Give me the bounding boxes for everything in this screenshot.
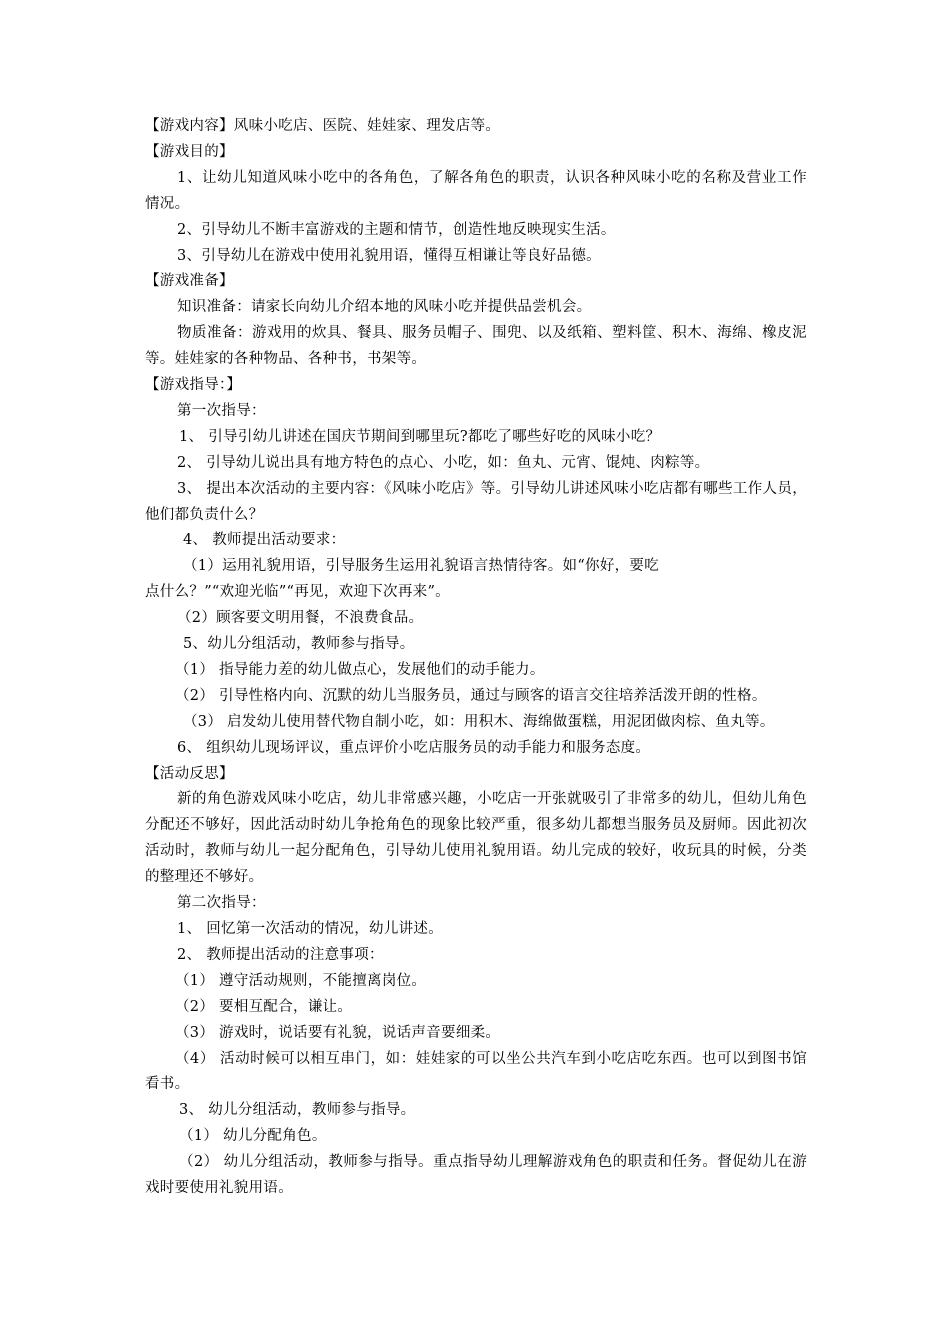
- requirement-1-line-1: （1）运用礼貌用语，引导服务生运用礼貌语言热情待客。如“你好，要吃: [183, 558, 660, 575]
- first-guidance-step-5: 5、幼儿分组活动，教师参与指导。: [183, 636, 415, 653]
- note-item-3: （3） 游戏时，说话要有礼貌，说话声音要细柔。: [175, 1024, 501, 1041]
- step-3-item-2: （2） 幼儿分组活动，教师参与指导。重点指导幼儿理解游戏角色的职责和任务。督促幼儿在游戏时要使用礼貌用语。: [145, 1154, 807, 1197]
- note-item-1: （1） 遵守活动规则，不能擅离岗位。: [175, 972, 427, 989]
- second-guidance-step-3: 3、 幼儿分组活动，教师参与指导。: [179, 1102, 416, 1119]
- step-5-item-1: （1） 指导能力差的幼儿做点心，发展他们的动手能力。: [175, 661, 545, 678]
- step-5-item-2: （2） 引导性格内向、沉默的幼儿当服务员，通过与顾客的语言交往培养活泼开朗的性格。: [175, 687, 767, 704]
- knowledge-preparation: 知识准备：请家长向幼儿介绍本地的风味小吃并提供品尝机会。: [177, 299, 592, 316]
- first-guidance-step-6: 6、 组织幼儿现场评议，重点评价小吃店服务员的动手能力和服务态度。: [177, 739, 651, 756]
- game-guidance-heading: 【游戏指导：】: [145, 377, 242, 394]
- first-guidance-heading: 第一次指导：: [177, 402, 266, 419]
- second-guidance-step-1: 1、 回忆第一次活动的情况，幼儿讲述。: [177, 921, 444, 938]
- first-guidance-step-1: 1、 引导引幼儿讲述在国庆节期间到哪里玩?都吃了哪些好吃的风味小吃？: [179, 428, 661, 445]
- note-item-2: （2） 要相互配合，谦让。: [175, 998, 353, 1015]
- game-preparation-heading: 【游戏准备】: [145, 273, 234, 290]
- material-preparation: 物质准备：游戏用的炊具、餐具、服务员帽子、围兜、以及纸箱、塑料筐、积木、海绵、橡皮泥等。娃娃家的各种物品、各种书，书架等。: [145, 325, 807, 368]
- second-guidance-heading: 第二次指导：: [177, 895, 266, 912]
- first-guidance-step-4: 4、 教师提出活动要求：: [183, 532, 346, 549]
- document-page: [145, 114, 807, 1202]
- step-5-item-3: （3） 启发幼儿使用替代物自制小吃，如：用积木、海绵做蛋糕，用泥团做肉棕、鱼丸等。: [183, 713, 775, 730]
- first-guidance-step-3: 3、 提出本次活动的主要内容：《风味小吃店》等。引导幼儿讲述风味小吃店都有哪些工作人员，他们都负责什么？: [145, 480, 807, 523]
- note-item-4: （4） 活动时候可以相互串门，如：娃娃家的可以坐公共汽车到小吃店吃东西。也可以到图书馆看书。: [145, 1050, 807, 1093]
- purpose-item-3: 3、引导幼儿在游戏中使用礼貌用语，懂得互相谦让等良好品德。: [177, 247, 601, 264]
- requirement-1-line-2: 点什么？”“欢迎光临”“再见，欢迎下次再来”。: [145, 584, 450, 601]
- first-guidance-step-2: 2、 引导幼儿说出具有地方特色的点心、小吃，如：鱼丸、元宵、馄炖、肉粽等。: [177, 454, 710, 471]
- game-purpose-heading: 【游戏目的】: [145, 143, 234, 160]
- purpose-item-2: 2、引导幼儿不断丰富游戏的主题和情节，创造性地反映现实生活。: [177, 221, 616, 238]
- step-3-item-1: （1） 幼儿分配角色。: [179, 1128, 327, 1145]
- game-content-line: 【游戏内容】风味小吃店、医院、娃娃家、理发店等。: [145, 118, 501, 134]
- purpose-item-1: 1、让幼儿知道风味小吃中的各角色，了解各角色的职责，认识各种风味小吃的名称及营业工作情况。: [145, 169, 807, 212]
- requirement-2: （2）顾客要文明用餐，不浪费食品。: [177, 610, 424, 627]
- reflection-paragraph: 新的角色游戏风味小吃店，幼儿非常感兴趣，小吃店一开张就吸引了非常多的幼儿，但幼儿角色分配还不够好，因此活动时幼儿争抢角色的现象比较严重，很多幼儿都想当服务员及厨师。因此初次活动时，教师与幼儿一起分配角色，引导幼儿使用礼貌用语。幼儿完成的较好，收玩具的时候，分类的整理还不够好。: [145, 791, 807, 886]
- second-guidance-step-2: 2、 教师提出活动的注意事项：: [177, 946, 384, 963]
- reflection-heading: 【活动反思】: [145, 765, 234, 782]
